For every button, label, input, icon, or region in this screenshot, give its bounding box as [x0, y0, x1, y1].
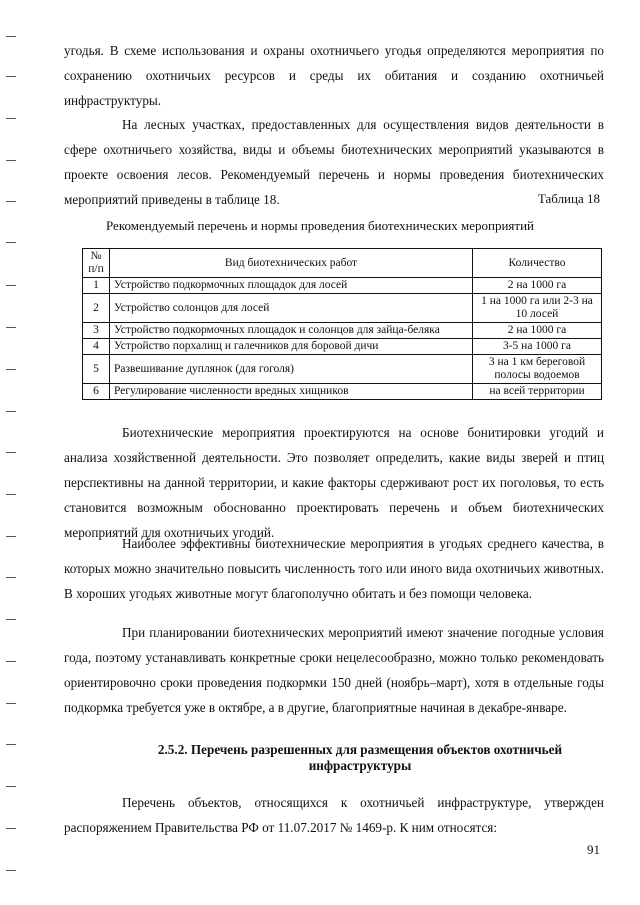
margin-mark	[6, 118, 16, 119]
row-qty: 3-5 на 1000 га	[473, 339, 602, 355]
row-work: Регулирование численности вредных хищников	[110, 384, 473, 400]
table-header-row	[83, 249, 602, 278]
margin-mark	[6, 452, 16, 453]
row-num: 5	[83, 355, 110, 384]
margin-mark	[6, 285, 16, 286]
margin-mark	[6, 494, 16, 495]
margin-mark	[6, 786, 16, 787]
section-heading: 2.5.2. Перечень разрешенных для размещения объектов охотничьей инфраструктуры	[157, 742, 563, 773]
row-qty: 1 на 1000 га или 2-3 на 10 лосей	[473, 294, 602, 323]
paragraph-planning-basis: Биотехнические мероприятия проектируются на основе бонитировки угодий и анализа хозяйственной деятельности. Это позволяет определить, какие виды зверей и птиц перспективны на данной территории, и какие факторы сдерживают рост их поголовья, то есть становится возможным обоснованно проектировать перечень и объем биотехнических мероприятий для охотничьих угодий.	[64, 425, 604, 540]
table-row	[83, 339, 602, 355]
margin-mark	[6, 160, 16, 161]
row-work: Устройство подкормочных площадок и солонцов для зайца-беляка	[110, 323, 473, 339]
paragraph-forest-plots: На лесных участках, предоставленных для осуществления видов деятельности в сфере охотничьего хозяйства, виды и объемы биотехнических мероприятий указываются в проекте освоения лесов. Рекомендуемый перечень и нормы проведения биотехнических мероприятий приведены в таблице 18.	[64, 117, 604, 207]
margin-mark	[6, 201, 16, 202]
paragraph-intro: угодья. В схеме использования и охраны охотничьего угодья определяются мероприятия по сохранению охотничьих ресурсов и среды их обитания и созданию охотничьей инфраструктуры.	[64, 43, 604, 108]
margin-mark	[6, 744, 16, 745]
margin-mark	[6, 619, 16, 620]
row-num: 1	[83, 278, 110, 294]
margin-mark	[6, 703, 16, 704]
margin-mark	[6, 36, 16, 37]
table-number-label: Таблица 18	[537, 191, 600, 206]
row-qty: на всей территории	[473, 384, 602, 400]
paragraph-timing: При планировании биотехнических мероприятий имеют значение погодные условия года, поэтому устанавливать конкретные сроки нецелесообразно, можно только рекомендовать ориентировочно сроки проведения подкормки 150 дней (ноябрь–март), хотя в отдельные годы подкормка требуется уже в октябре, а в другие, благоприятные начиная в декабре-январе.	[64, 625, 604, 715]
margin-mark	[6, 828, 16, 829]
header-num: № п/п	[83, 249, 110, 278]
table-row	[83, 294, 602, 323]
table-row	[83, 384, 602, 400]
row-qty: 2 на 1000 га	[473, 323, 602, 339]
margin-mark	[6, 661, 16, 662]
row-num: 4	[83, 339, 110, 355]
margin-mark	[6, 327, 16, 328]
table-row	[83, 323, 602, 339]
page-number: 91	[587, 842, 600, 857]
margin-mark	[6, 577, 16, 578]
paragraph-infrastructure-list: Перечень объектов, относящихся к охотничьей инфраструктуре, утвержден распоряжением Правительства РФ от 11.07.2017 № 1469-р. К ним относятся:	[64, 795, 604, 835]
row-num: 2	[83, 294, 110, 323]
row-qty: 2 на 1000 га	[473, 278, 602, 294]
margin-mark	[6, 536, 16, 537]
row-num: 3	[83, 323, 110, 339]
row-work: Устройство солонцов для лосей	[110, 294, 473, 323]
margin-mark	[6, 870, 16, 871]
table-row	[83, 355, 602, 384]
table-row	[83, 278, 602, 294]
margin-mark	[6, 369, 16, 370]
header-work: Вид биотехнических работ	[110, 249, 473, 278]
paragraph-effectiveness: Наиболее эффективны биотехнические мероприятия в угодьях среднего качества, в которых можно значительно повысить численность того или иного вида охотничьих животных. В хороших угодьях животные могут благополучно обитать и без помощи человека.	[64, 536, 604, 601]
row-num: 6	[83, 384, 110, 400]
row-work: Развешивание дуплянок (для гоголя)	[110, 355, 473, 384]
margin-mark	[6, 76, 16, 77]
margin-mark	[6, 242, 16, 243]
table-caption: Рекомендуемый перечень и нормы проведения биотехнических мероприятий	[105, 218, 535, 233]
row-work: Устройство подкормочных площадок для лосей	[110, 278, 473, 294]
row-qty: 3 на 1 км береговой полосы водоемов	[473, 355, 602, 384]
biotechnical-measures-table	[82, 248, 602, 400]
row-work: Устройство порхалищ и галечников для боровой дичи	[110, 339, 473, 355]
header-qty: Количество	[473, 249, 602, 278]
margin-mark	[6, 411, 16, 412]
